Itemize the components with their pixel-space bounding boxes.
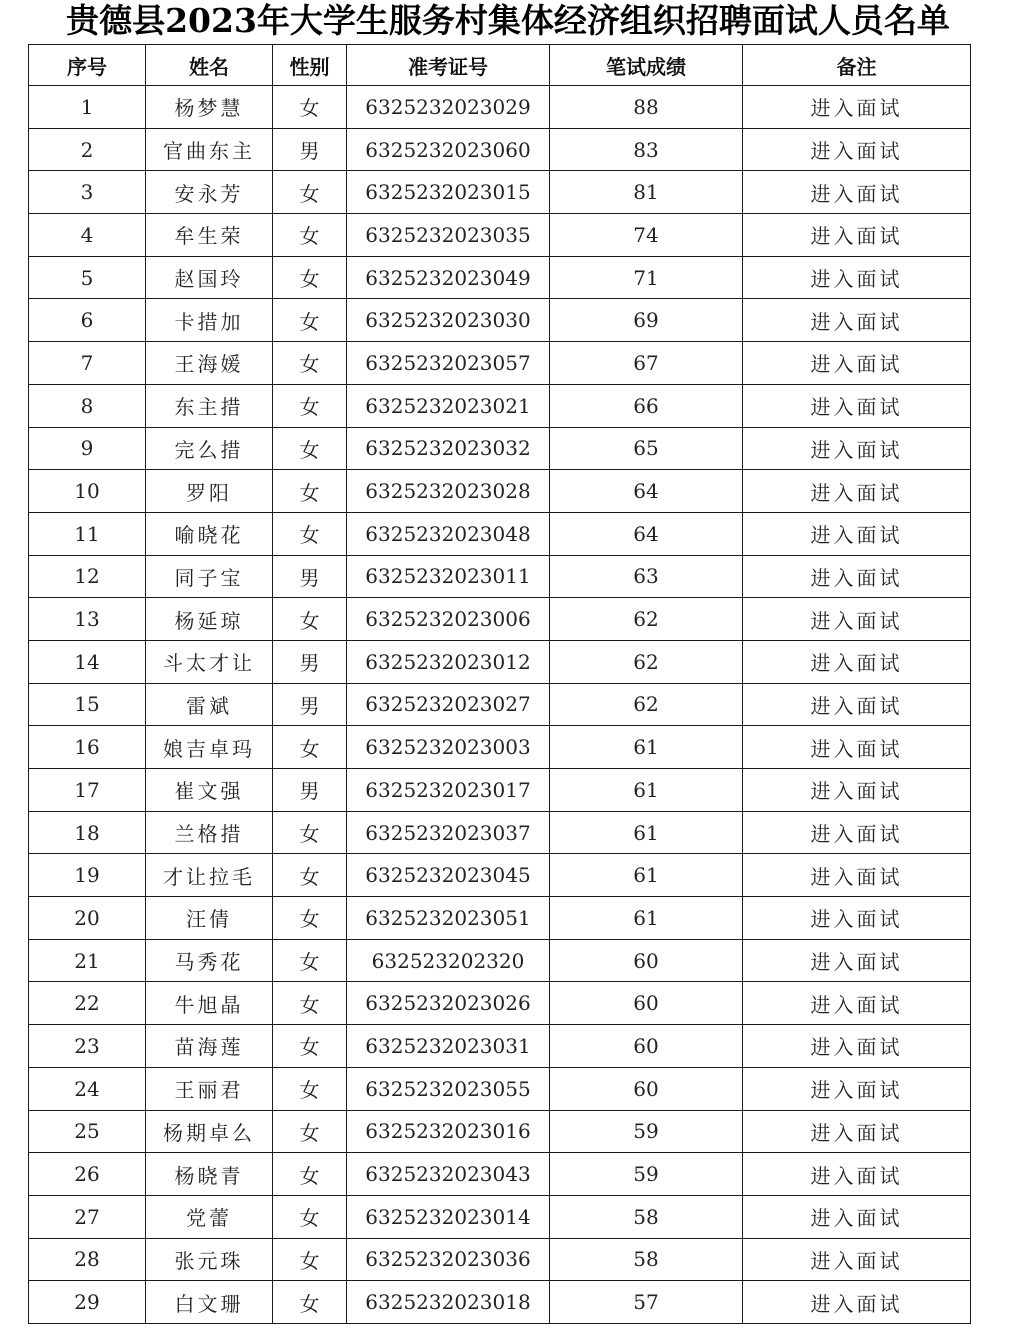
cell-written-score: 61 [550,897,743,940]
cell-name: 娘吉卓玛 [146,726,273,769]
cell-seq: 29 [29,1281,146,1324]
cell-name: 党蕾 [146,1195,273,1238]
cell-ticket-number: 6325232023011 [347,555,550,598]
cell-remark: 进入面试 [743,384,971,427]
cell-ticket-number: 6325232023015 [347,171,550,214]
cell-gender: 女 [273,939,347,982]
cell-gender: 女 [273,1238,347,1281]
cell-ticket-number: 6325232023018 [347,1281,550,1324]
cell-name: 崔文强 [146,769,273,812]
table-row [29,1238,971,1281]
cell-name: 才让拉毛 [146,854,273,897]
cell-seq: 25 [29,1110,146,1153]
table-row [29,470,971,513]
cell-remark: 进入面试 [743,128,971,171]
cell-seq: 1 [29,86,146,129]
cell-gender: 女 [273,1067,347,1110]
cell-name: 杨延琼 [146,598,273,641]
cell-ticket-number: 6325232023030 [347,299,550,342]
cell-seq: 24 [29,1067,146,1110]
cell-name: 王海媛 [146,342,273,385]
cell-written-score: 61 [550,769,743,812]
cell-gender: 男 [273,769,347,812]
cell-gender: 女 [273,726,347,769]
cell-gender: 女 [273,1281,347,1324]
cell-ticket-number: 6325232023035 [347,214,550,257]
cell-written-score: 57 [550,1281,743,1324]
cell-written-score: 66 [550,384,743,427]
cell-written-score: 58 [550,1238,743,1281]
cell-written-score: 60 [550,1025,743,1068]
header-name: 姓名 [146,45,273,86]
cell-written-score: 59 [550,1153,743,1196]
cell-seq: 13 [29,598,146,641]
table-row [29,1110,971,1153]
cell-remark: 进入面试 [743,86,971,129]
table-row [29,214,971,257]
cell-gender: 女 [273,598,347,641]
cell-seq: 26 [29,1153,146,1196]
cell-seq: 27 [29,1195,146,1238]
header-remark: 备注 [743,45,971,86]
cell-name: 王丽君 [146,1067,273,1110]
cell-remark: 进入面试 [743,1281,971,1324]
table-row [29,427,971,470]
cell-remark: 进入面试 [743,854,971,897]
table-body [29,86,971,1324]
table-row [29,256,971,299]
cell-gender: 女 [273,811,347,854]
header-written-score: 笔试成绩 [550,45,743,86]
cell-gender: 女 [273,214,347,257]
cell-gender: 女 [273,897,347,940]
cell-remark: 进入面试 [743,1067,971,1110]
cell-name: 马秀花 [146,939,273,982]
cell-written-score: 62 [550,598,743,641]
cell-name: 罗阳 [146,470,273,513]
cell-name: 牟生荣 [146,214,273,257]
cell-ticket-number: 6325232023029 [347,86,550,129]
cell-written-score: 58 [550,1195,743,1238]
cell-remark: 进入面试 [743,342,971,385]
cell-ticket-number: 6325232023026 [347,982,550,1025]
cell-written-score: 69 [550,299,743,342]
cell-seq: 22 [29,982,146,1025]
cell-remark: 进入面试 [743,1238,971,1281]
interview-roster-table [28,44,971,1324]
cell-name: 兰格措 [146,811,273,854]
cell-gender: 女 [273,86,347,129]
cell-ticket-number: 632523202320 [347,939,550,982]
cell-name: 苗海莲 [146,1025,273,1068]
cell-written-score: 88 [550,86,743,129]
cell-remark: 进入面试 [743,598,971,641]
cell-remark: 进入面试 [743,1153,971,1196]
cell-seq: 12 [29,555,146,598]
cell-name: 杨梦慧 [146,86,273,129]
table-row [29,726,971,769]
table-row [29,939,971,982]
cell-name: 张元珠 [146,1238,273,1281]
cell-name: 官曲东主 [146,128,273,171]
cell-remark: 进入面试 [743,640,971,683]
cell-remark: 进入面试 [743,427,971,470]
cell-gender: 男 [273,640,347,683]
cell-seq: 9 [29,427,146,470]
cell-written-score: 65 [550,427,743,470]
cell-written-score: 71 [550,256,743,299]
table-row [29,598,971,641]
table-row [29,811,971,854]
cell-written-score: 64 [550,512,743,555]
table-row [29,1195,971,1238]
cell-ticket-number: 6325232023021 [347,384,550,427]
table-row [29,854,971,897]
cell-name: 完么措 [146,427,273,470]
cell-seq: 21 [29,939,146,982]
cell-written-score: 83 [550,128,743,171]
table-row [29,128,971,171]
table-row [29,555,971,598]
table-row [29,982,971,1025]
cell-written-score: 62 [550,640,743,683]
cell-remark: 进入面试 [743,555,971,598]
cell-ticket-number: 6325232023028 [347,470,550,513]
table-row [29,342,971,385]
cell-ticket-number: 6325232023017 [347,769,550,812]
cell-ticket-number: 6325232023055 [347,1067,550,1110]
table-row [29,171,971,214]
cell-name: 东主措 [146,384,273,427]
cell-seq: 15 [29,683,146,726]
cell-gender: 女 [273,982,347,1025]
cell-remark: 进入面试 [743,214,971,257]
cell-written-score: 60 [550,1067,743,1110]
header-gender: 性别 [273,45,347,86]
cell-name: 同子宝 [146,555,273,598]
table-row [29,683,971,726]
table-header-row [29,45,971,86]
cell-ticket-number: 6325232023049 [347,256,550,299]
cell-written-score: 67 [550,342,743,385]
cell-seq: 6 [29,299,146,342]
cell-gender: 女 [273,1110,347,1153]
cell-written-score: 59 [550,1110,743,1153]
cell-seq: 20 [29,897,146,940]
table-row [29,1067,971,1110]
cell-written-score: 74 [550,214,743,257]
cell-name: 杨期卓么 [146,1110,273,1153]
cell-written-score: 63 [550,555,743,598]
header-seq: 序号 [29,45,146,86]
cell-remark: 进入面试 [743,1195,971,1238]
cell-ticket-number: 6325232023006 [347,598,550,641]
cell-ticket-number: 6325232023016 [347,1110,550,1153]
cell-written-score: 61 [550,726,743,769]
table-row [29,299,971,342]
cell-gender: 女 [273,470,347,513]
cell-ticket-number: 6325232023037 [347,811,550,854]
header-ticket-number: 准考证号 [347,45,550,86]
cell-ticket-number: 6325232023043 [347,1153,550,1196]
cell-ticket-number: 6325232023045 [347,854,550,897]
cell-ticket-number: 6325232023012 [347,640,550,683]
cell-remark: 进入面试 [743,1110,971,1153]
cell-ticket-number: 6325232023014 [347,1195,550,1238]
cell-seq: 19 [29,854,146,897]
page-title: 贵德县2023年大学生服务村集体经济组织招聘面试人员名单 [66,1,950,40]
table-row [29,512,971,555]
cell-ticket-number: 6325232023003 [347,726,550,769]
cell-ticket-number: 6325232023051 [347,897,550,940]
cell-written-score: 81 [550,171,743,214]
cell-written-score: 60 [550,982,743,1025]
table-row [29,897,971,940]
cell-gender: 男 [273,683,347,726]
cell-ticket-number: 6325232023027 [347,683,550,726]
cell-name: 赵国玲 [146,256,273,299]
cell-name: 牛旭晶 [146,982,273,1025]
cell-name: 卡措加 [146,299,273,342]
cell-gender: 女 [273,299,347,342]
cell-written-score: 62 [550,683,743,726]
cell-gender: 女 [273,1025,347,1068]
cell-written-score: 60 [550,939,743,982]
cell-gender: 女 [273,384,347,427]
cell-seq: 17 [29,769,146,812]
cell-remark: 进入面试 [743,683,971,726]
cell-seq: 2 [29,128,146,171]
cell-written-score: 61 [550,854,743,897]
cell-name: 汪倩 [146,897,273,940]
cell-name: 安永芳 [146,171,273,214]
table-row [29,769,971,812]
table-row [29,1153,971,1196]
table-row [29,1025,971,1068]
cell-seq: 4 [29,214,146,257]
cell-name: 喻晓花 [146,512,273,555]
table-row [29,640,971,683]
cell-gender: 女 [273,342,347,385]
cell-ticket-number: 6325232023060 [347,128,550,171]
cell-remark: 进入面试 [743,256,971,299]
cell-ticket-number: 6325232023057 [347,342,550,385]
cell-ticket-number: 6325232023032 [347,427,550,470]
cell-seq: 23 [29,1025,146,1068]
cell-seq: 8 [29,384,146,427]
cell-seq: 10 [29,470,146,513]
cell-remark: 进入面试 [743,1025,971,1068]
cell-seq: 11 [29,512,146,555]
cell-written-score: 64 [550,470,743,513]
cell-name: 斗太才让 [146,640,273,683]
cell-seq: 18 [29,811,146,854]
cell-remark: 进入面试 [743,171,971,214]
cell-gender: 女 [273,1153,347,1196]
cell-name: 白文珊 [146,1281,273,1324]
cell-remark: 进入面试 [743,512,971,555]
cell-seq: 14 [29,640,146,683]
cell-remark: 进入面试 [743,897,971,940]
cell-seq: 5 [29,256,146,299]
cell-remark: 进入面试 [743,982,971,1025]
cell-seq: 28 [29,1238,146,1281]
table-row [29,1281,971,1324]
cell-ticket-number: 6325232023048 [347,512,550,555]
cell-gender: 女 [273,427,347,470]
table-row [29,86,971,129]
cell-gender: 女 [273,1195,347,1238]
cell-seq: 3 [29,171,146,214]
cell-gender: 女 [273,854,347,897]
cell-remark: 进入面试 [743,299,971,342]
cell-written-score: 61 [550,811,743,854]
cell-gender: 男 [273,555,347,598]
cell-seq: 16 [29,726,146,769]
cell-remark: 进入面试 [743,470,971,513]
cell-gender: 女 [273,512,347,555]
cell-remark: 进入面试 [743,769,971,812]
cell-remark: 进入面试 [743,811,971,854]
cell-ticket-number: 6325232023036 [347,1238,550,1281]
table-row [29,384,971,427]
cell-gender: 女 [273,171,347,214]
cell-name: 杨晓青 [146,1153,273,1196]
cell-gender: 女 [273,256,347,299]
cell-seq: 7 [29,342,146,385]
cell-remark: 进入面试 [743,726,971,769]
cell-gender: 男 [273,128,347,171]
cell-remark: 进入面试 [743,939,971,982]
cell-name: 雷斌 [146,683,273,726]
cell-ticket-number: 6325232023031 [347,1025,550,1068]
